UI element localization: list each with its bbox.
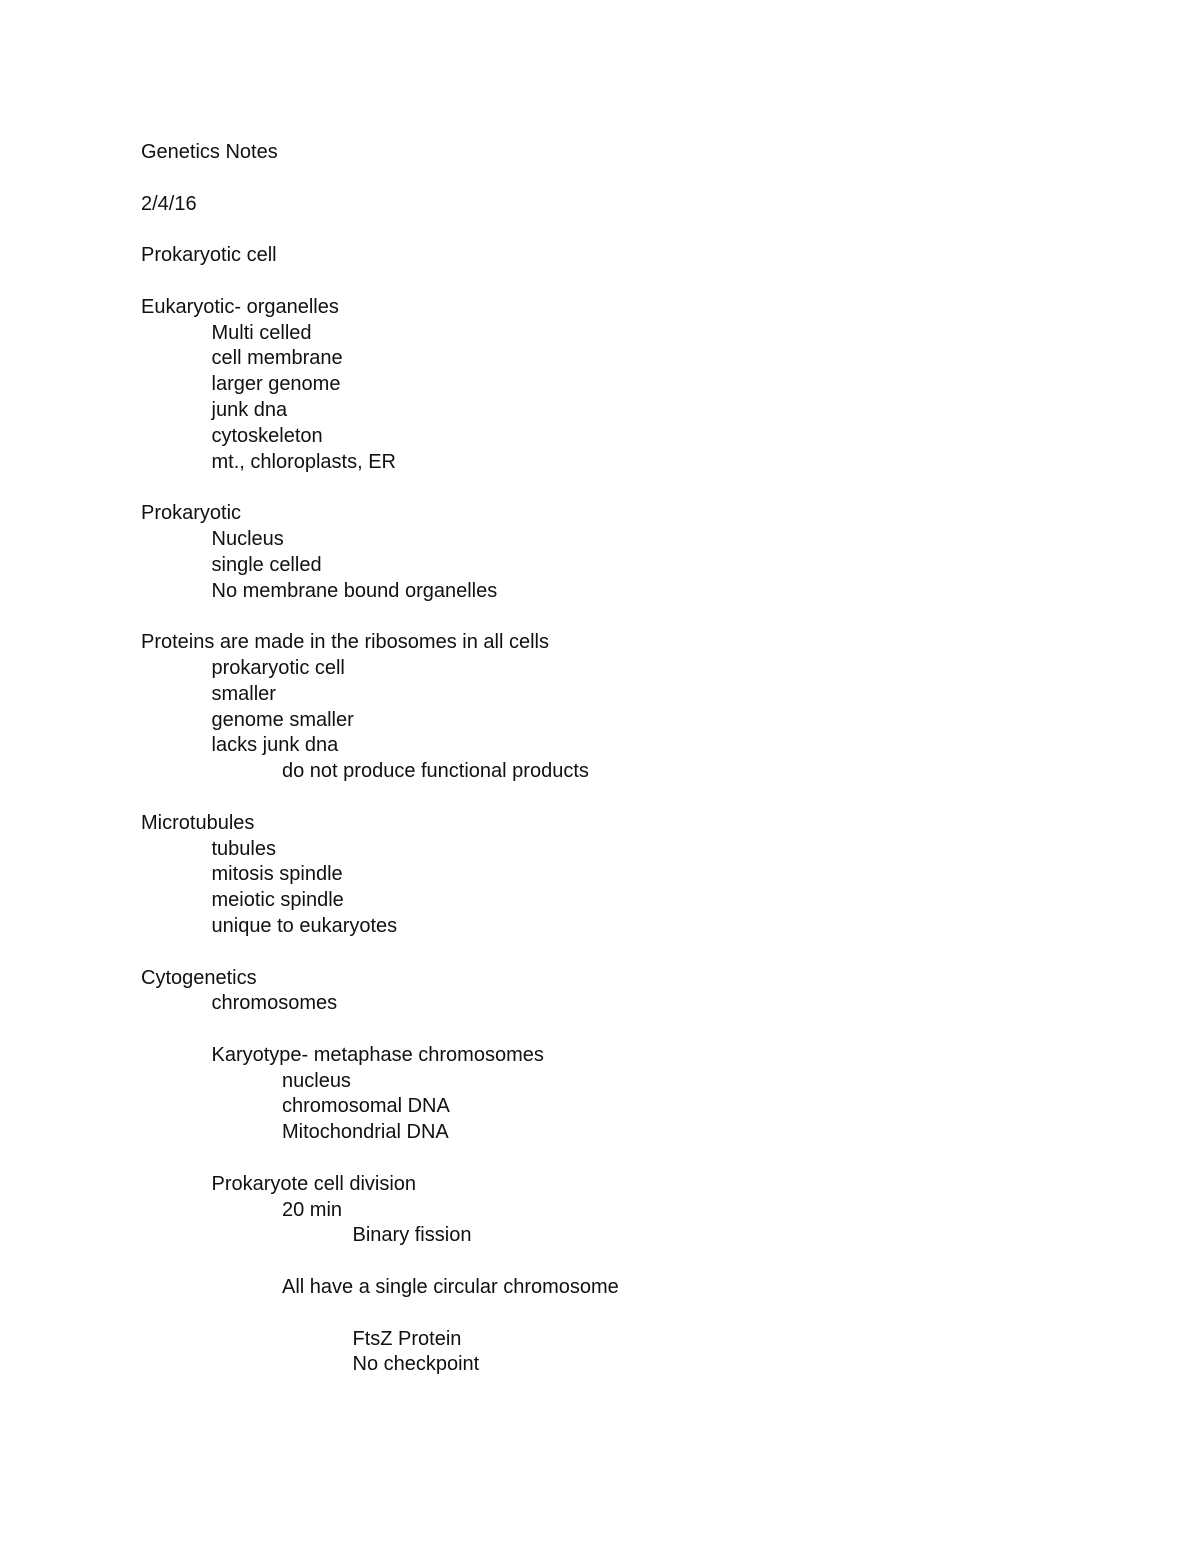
note-line: Proteins are made in the ribosomes in all cells: [141, 631, 549, 654]
blank-line: [141, 1017, 1141, 1043]
note-line: 2/4/16: [141, 192, 197, 215]
blank-line: [141, 940, 1141, 966]
note-line: Cytogenetics: [141, 966, 257, 989]
note-line: smaller: [211, 682, 276, 705]
note-line: chromosomal DNA: [282, 1095, 450, 1118]
note-line: Microtubules: [141, 811, 255, 834]
blank-line: [141, 1146, 1141, 1172]
note-line: Binary fission: [352, 1224, 472, 1247]
note-line: Eukaryotic- organelles: [141, 295, 339, 318]
note-line: 20 min: [282, 1198, 343, 1221]
note-line: cell membrane: [211, 347, 343, 370]
blank-line: [141, 475, 1141, 501]
note-line: mt., chloroplasts, ER: [211, 450, 397, 473]
note-line: nucleus: [282, 1069, 351, 1092]
note-line: tubules: [211, 837, 276, 860]
note-line: FtsZ Protein: [352, 1327, 462, 1350]
note-line: cytoskeleton: [211, 424, 323, 447]
note-line: Nucleus: [211, 527, 284, 550]
note-line: junk dna: [211, 398, 288, 421]
note-line: prokaryotic cell: [211, 656, 345, 679]
note-line: mitosis spindle: [211, 863, 343, 886]
note-line: meiotic spindle: [211, 889, 344, 912]
blank-line: [141, 166, 1141, 192]
note-line: single celled: [211, 553, 322, 576]
note-line: Prokaryotic cell: [141, 244, 277, 267]
note-line: chromosomes: [211, 992, 338, 1015]
blank-line: [141, 1249, 1141, 1275]
note-line: unique to eukaryotes: [211, 914, 398, 937]
blank-line: [141, 217, 1141, 243]
note-line: lacks junk dna: [211, 734, 339, 757]
note-line: Prokaryotic: [141, 502, 242, 525]
note-line: Multi celled: [211, 321, 312, 344]
note-line: genome smaller: [211, 708, 354, 731]
note-line: No membrane bound organelles: [211, 579, 498, 602]
note-line: Karyotype- metaphase chromosomes: [211, 1043, 544, 1066]
note-line: No checkpoint: [352, 1353, 480, 1376]
note-line: Mitochondrial DNA: [282, 1121, 449, 1144]
note-line: do not produce functional products: [282, 760, 589, 783]
note-line: All have a single circular chromosome: [282, 1276, 619, 1299]
blank-line: [141, 785, 1141, 811]
note-line: Prokaryote cell division: [211, 1172, 417, 1195]
note-line: larger genome: [211, 373, 341, 396]
blank-line: [141, 1301, 1141, 1327]
notes-body: [141, 140, 1141, 1378]
blank-line: [141, 269, 1141, 295]
note-line: Genetics Notes: [141, 141, 278, 163]
blank-line: [141, 604, 1141, 630]
